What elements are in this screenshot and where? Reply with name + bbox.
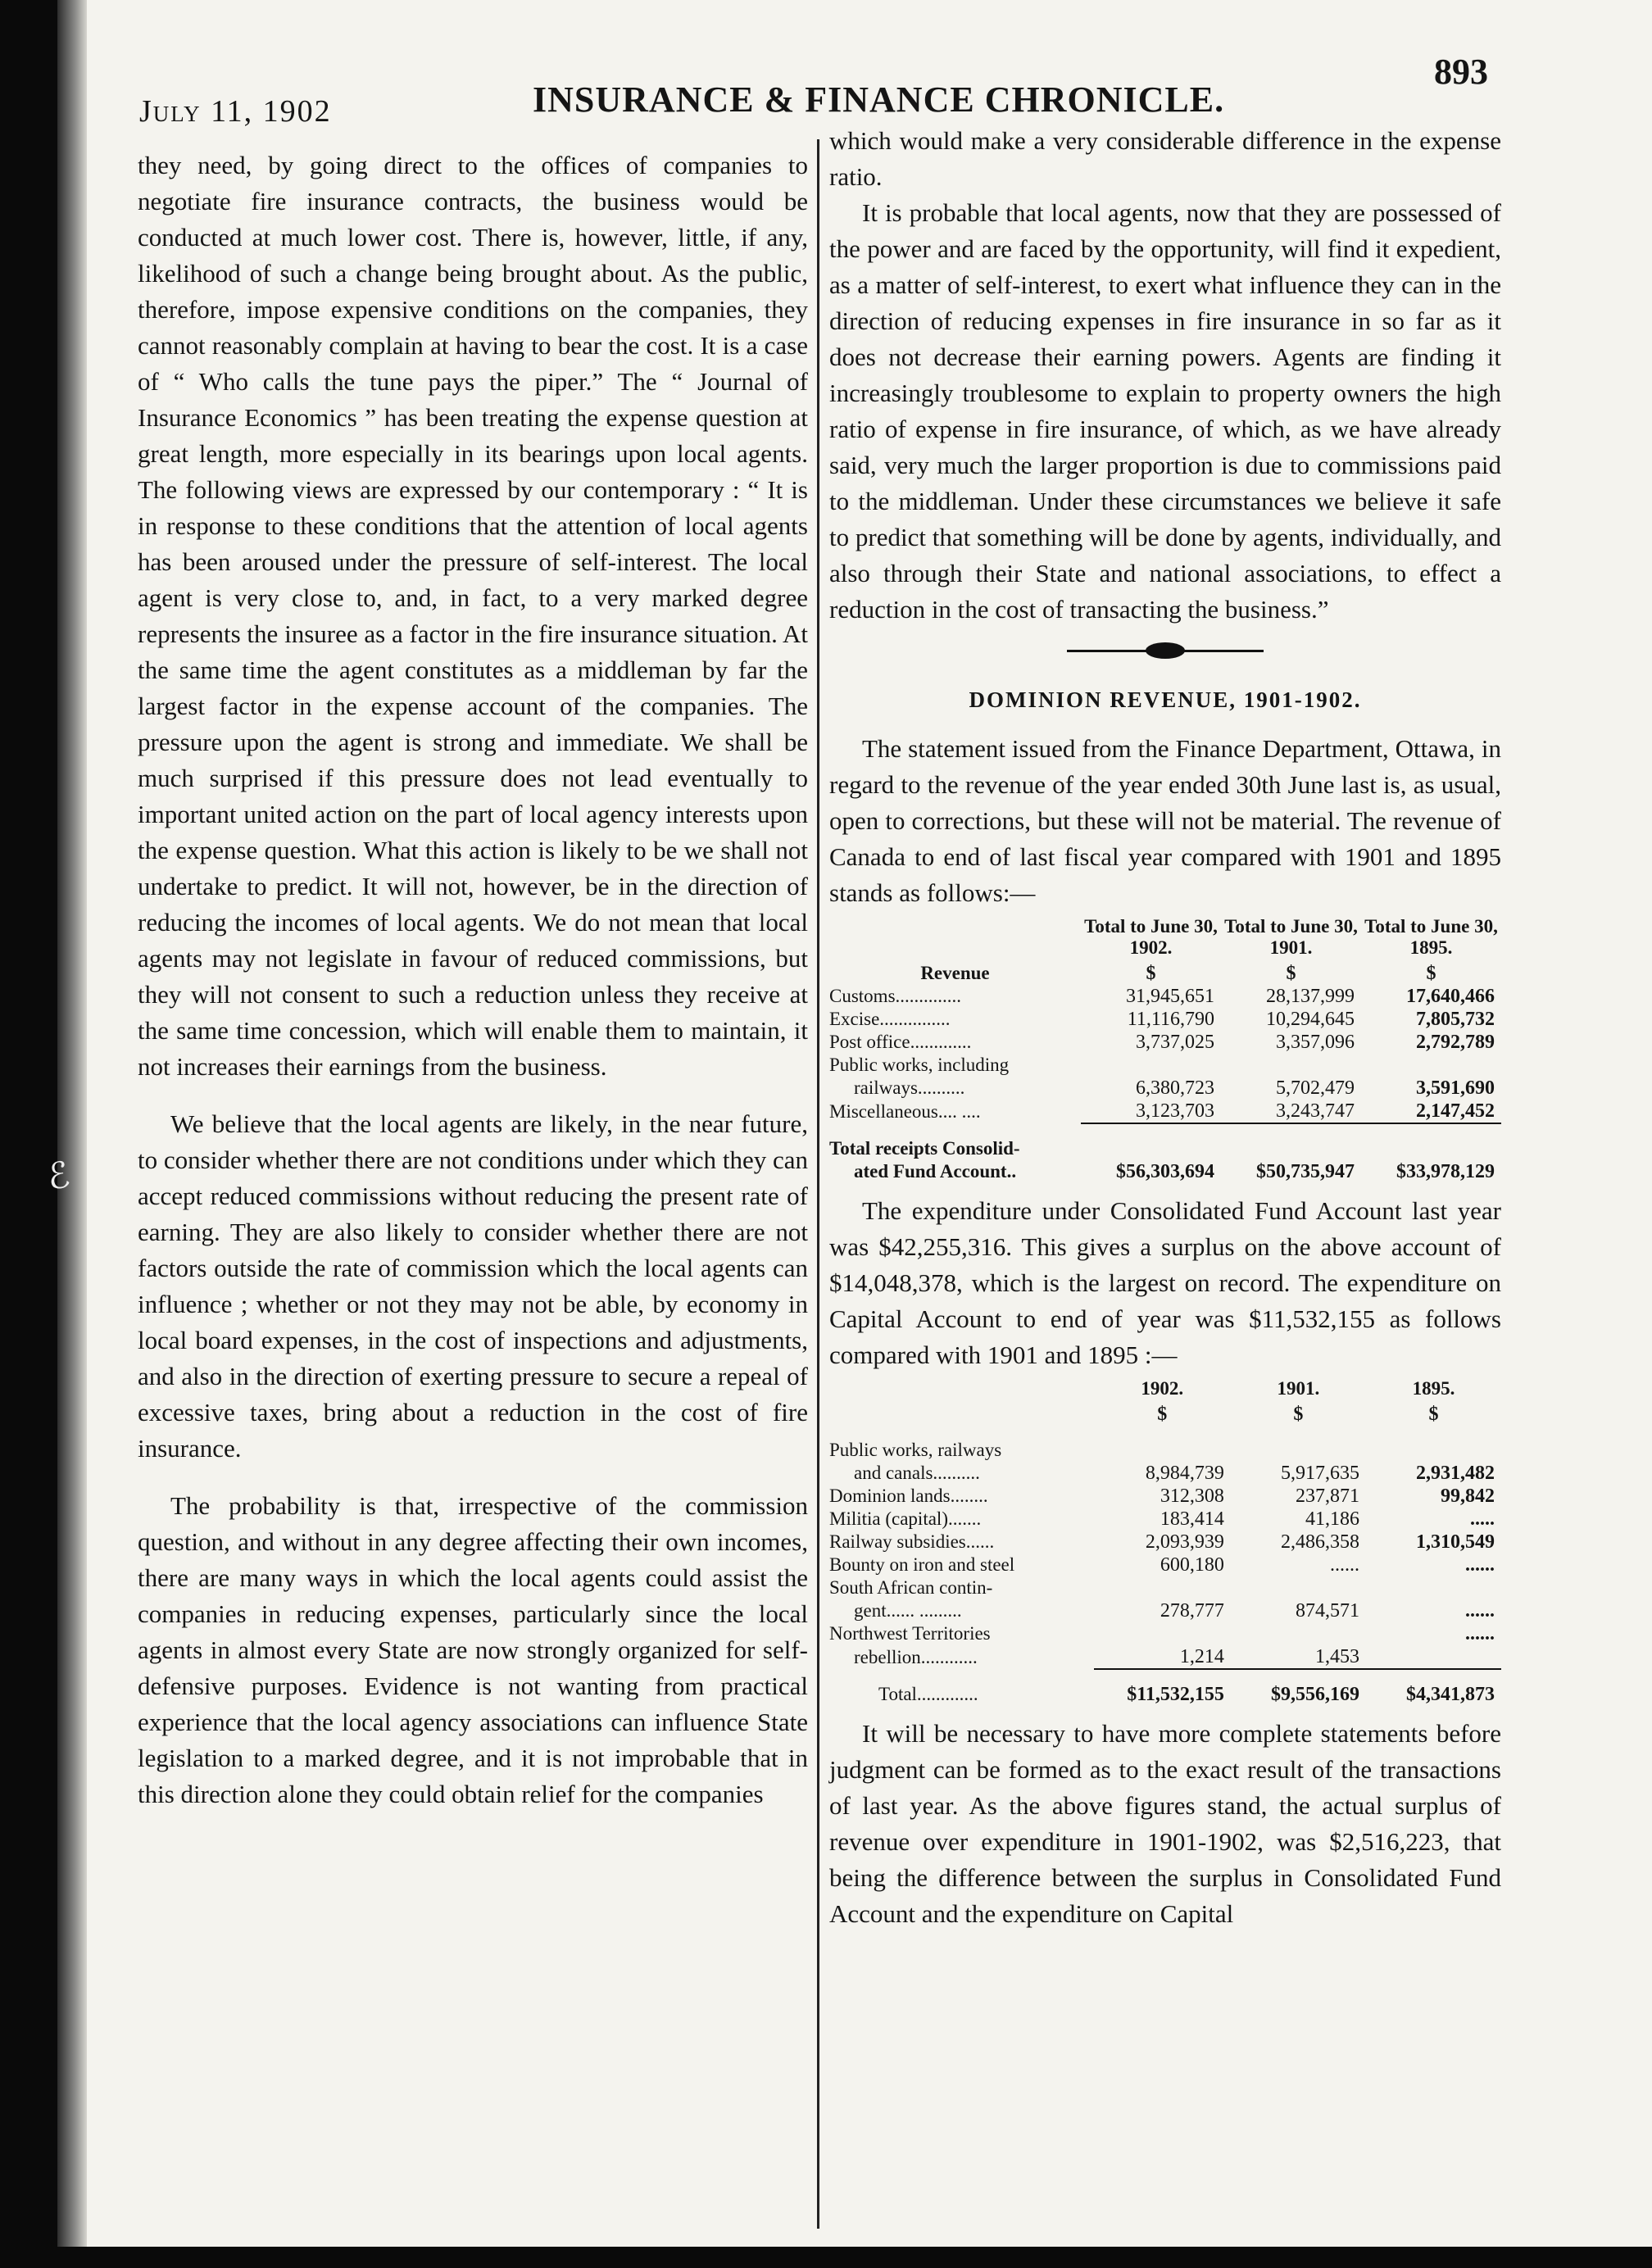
cell-value: 10,294,645 <box>1265 1009 1355 1030</box>
table-row <box>829 1439 1501 1462</box>
left-column <box>138 147 808 1812</box>
row-label: Miscellaneous.... .... <box>829 1101 981 1122</box>
cell-value: 11,116,790 <box>1127 1009 1214 1030</box>
revenue-currency-row <box>829 962 1501 985</box>
row-label: Militia (capital)....... <box>829 1508 982 1529</box>
cell-value: ...... <box>1465 1600 1495 1622</box>
row-label: gent...... ......... <box>854 1600 962 1621</box>
row-label: Public works, railways <box>829 1440 1002 1460</box>
cell-value <box>1366 1645 1501 1669</box>
cell-value: 7,805,732 <box>1416 1009 1495 1030</box>
scan-binding-shadow <box>57 0 87 2268</box>
currency-sign: $ <box>1428 1404 1439 1425</box>
row-label: Customs.............. <box>829 986 962 1006</box>
issue-date: July 11, 1902 <box>139 94 332 129</box>
currency-sign: $ <box>1293 1404 1304 1425</box>
cell-value: 2,931,482 <box>1416 1463 1495 1484</box>
total-label-line2: ated Fund Account.. <box>854 1161 1017 1182</box>
section-heading: DOMINION REVENUE, 1901-1902. <box>969 687 1362 712</box>
page-number: 893 <box>1434 52 1488 92</box>
closing-paragraph: It will be necessary to have more complete statements before judgment can be formed as to the exact result of the transactions of last year. As the above figures stand, the actual surplus of revenue over expenditure in 1901-1902, was $2,516,223, that being the difference between the surplus in Consolidated Fund Account and the expenditure on Capital <box>829 1719 1501 1928</box>
empty-cell <box>1081 1137 1221 1160</box>
cell-value: 237,871 <box>1295 1486 1359 1507</box>
table-row <box>829 1531 1501 1554</box>
revenue-table-wrap <box>829 916 1501 1183</box>
table-row <box>829 1485 1501 1508</box>
left-paragraph-2: We believe that the local agents are likely, in the near future, to consider whether there are not conditions under which they can accept reduced commissions without reducing the present rate of earning. They are also likely to consider whether there are not factors outside the rate of commission which the local agents can influence ; whether or not they may not be able, by economy in local board expenses, in the cost of inspections and adjustments, and also in the direction of exerting pressure to secure a repeal of excessive taxes, bring about a reduction in the cost of fire insurance. <box>138 1109 808 1463</box>
scan-dark-edge <box>0 0 57 2268</box>
total-label: Total............. <box>878 1684 978 1704</box>
cell-value <box>1081 1054 1221 1077</box>
page-header <box>139 49 1508 129</box>
left-paragraph-1: they need, by going direct to the offices of companies to negotiate fire insurance contracts, the business would be conducted at much lower cost. There is, however, little, if any, likelihood of such a change being brought about. As the public, therefore, impose expensive conditions on the companies, they cannot reasonably complain at having to bear the cost. It is a case of “ Who calls the tune pays the piper.” The “ Journal of Insurance Economics ” has been treating the expense question at great length, more especially in its bearings upon local agents. The following views are expressed by our contemporary : “ It is in response to these conditions that the attention of local agents has been aroused under the pressure of self-interest. The local agent is very close to, and, in fact, to a very marked degree represents the insuree as a factor in the fire insurance situation. At the same time the agent constitutes as a middleman by far the largest factor in the expense account of the companies. The pressure upon the agent is strong and immediate. We shall be much surprised if this pressure does not lead eventually to important united action on the part of local agency interests upon the expense question. What this action is likely to be we shall not undertake to predict. It will not, however, be in the direction of reducing the incomes of local agents. We do not mean that local agents may not legislate in favour of reduced commissions, but they will not consent to such a reduction unless they receive at the same time concession, which will enable them to maintain, it not increases their earnings from the business. <box>138 151 808 1081</box>
ornament-center <box>1146 642 1185 659</box>
cell-value: 2,486,358 <box>1280 1531 1359 1553</box>
cell-value: 1,453 <box>1314 1646 1359 1667</box>
total-value: $9,556,169 <box>1270 1684 1359 1705</box>
right-paragraph-1: which would make a very considerable difference in the expense ratio. <box>829 126 1501 191</box>
table-row <box>829 1462 1501 1485</box>
cell-value: 1,214 <box>1179 1646 1224 1667</box>
cell-value: 183,414 <box>1160 1508 1224 1530</box>
row-label: Dominion lands........ <box>829 1486 988 1506</box>
cell-value <box>1366 1576 1501 1599</box>
publication-title: INSURANCE & FINANCE CHRONICLE. <box>533 79 1225 120</box>
spacer-cell <box>829 1124 1501 1137</box>
cell-value <box>1094 1622 1231 1645</box>
revenue-intro-paragraph: The statement issued from the Finance Department, Ottawa, in regard to the revenue of the year ended 30th June last is, as usual, open to corrections, but these will not be material. The revenue of Canada to end of last fiscal year compared with 1901 and 1895 stands as follows:— <box>829 734 1501 907</box>
currency-sign: $ <box>1426 963 1436 984</box>
right-paragraph-2: It is probable that local agents, now that they are possessed of the power and are faced by the opportunity, will find it expedient, as a matter of self-interest, to exert what influence they can in the direction of reducing expenses in fire insurance in so far as it does not decrease their earning powers. Agents are finding it increasingly troublesome to explain to property owners the high ratio of expense in fire insurance, of which, as we have already said, very much the larger proportion is due to commissions paid to the middleman. Under these circumstances we believe it safe to predict that something will be done by agents, individually, and also through their State and national associations, to effect a reduction in the cost of transacting the business.” <box>829 198 1501 624</box>
currency-sign: $ <box>1146 963 1156 984</box>
currency-sign: $ <box>1286 963 1296 984</box>
cell-value: ...... <box>1465 1623 1495 1644</box>
cell-value <box>1231 1439 1366 1462</box>
currency-sign: $ <box>1157 1404 1168 1425</box>
total-value: $56,303,694 <box>1115 1161 1214 1182</box>
table-row <box>829 1576 1501 1599</box>
cell-value: 3,737,025 <box>1135 1032 1214 1053</box>
empty-cell <box>1221 1137 1361 1160</box>
total-value: $50,735,947 <box>1255 1161 1355 1182</box>
table-row <box>829 1508 1501 1531</box>
row-label: Bounty on iron and steel <box>829 1554 1015 1575</box>
revenue-col-header-1895: Total to June 30, 1895. <box>1364 916 1498 958</box>
table-row <box>829 1008 1501 1031</box>
cell-value <box>1094 1439 1231 1462</box>
right-column <box>829 123 1501 1932</box>
row-label: Northwest Territories <box>829 1623 991 1644</box>
cell-value: 99,842 <box>1441 1486 1495 1507</box>
total-value: $4,341,873 <box>1406 1684 1495 1705</box>
cell-value: 5,917,635 <box>1280 1463 1359 1484</box>
cell-value: 2,147,452 <box>1416 1100 1495 1122</box>
cell-value: 6,380,723 <box>1135 1077 1214 1099</box>
row-label: Excise............... <box>829 1009 951 1029</box>
row-label: South African contin- <box>829 1577 993 1598</box>
table-row <box>829 1645 1501 1669</box>
left-paragraph-3: The probability is that, irrespective of the commission question, and without in any degree affecting their own incomes, there are many ways in which the local agents could assist the companies in reducing expenses, particularly since the local agents in almost every State are now strongly organized for self-defensive purposes. Evidence is not wanting from practical experience that the local agency associations can influence State legislation to a marked degree, and it is not improbable that in this direction alone they could obtain relief for the companies <box>138 1491 808 1808</box>
capital-col-header-1902: 1902. <box>1141 1378 1184 1399</box>
capital-label-header <box>829 1378 1094 1403</box>
scan-bottom-edge <box>0 2247 1652 2268</box>
row-label: and canals.......... <box>854 1463 980 1483</box>
total-row <box>829 1160 1501 1183</box>
cell-value <box>1361 1054 1501 1077</box>
cell-value <box>1231 1576 1366 1599</box>
revenue-col-header-1902: Total to June 30, 1902. <box>1084 916 1218 958</box>
revenue-row-label-header: Revenue <box>920 963 990 983</box>
table-row <box>829 1054 1501 1077</box>
cell-value: ...... <box>1329 1554 1359 1576</box>
capital-table-wrap <box>829 1378 1501 1706</box>
cell-value: 1,310,549 <box>1416 1531 1495 1553</box>
table-row <box>829 985 1501 1008</box>
capital-currency-row <box>829 1403 1501 1426</box>
cell-value: 3,123,703 <box>1135 1100 1214 1122</box>
cell-value: 312,308 <box>1160 1486 1224 1507</box>
column-divider <box>817 139 819 2229</box>
row-label: Railway subsidies...... <box>829 1531 995 1552</box>
section-divider-ornament <box>1067 641 1264 660</box>
cell-value: ...... <box>1465 1554 1495 1576</box>
capital-table-header-row <box>829 1378 1501 1403</box>
cell-value <box>1094 1576 1231 1599</box>
margin-handwritten-mark: ℰ <box>43 1154 73 1198</box>
cell-value: 2,792,789 <box>1416 1032 1495 1053</box>
cell-value: 17,640,466 <box>1406 986 1495 1007</box>
total-value: $33,978,129 <box>1396 1161 1495 1182</box>
total-value: $11,532,155 <box>1127 1684 1224 1705</box>
revenue-table <box>829 916 1501 1183</box>
revenue-label-header <box>829 916 1081 962</box>
cell-value: 31,945,651 <box>1125 986 1214 1007</box>
expenditure-paragraph: The expenditure under Consolidated Fund Account last year was $42,255,316. This gives a surplus on the above account of $14,048,378, which is the largest on record. The expenditure on Capital Account to end of year was $11,532,155 as follows compared with 1901 and 1895 :— <box>829 1196 1501 1369</box>
cell-value: 3,243,747 <box>1275 1100 1355 1122</box>
row-label: Public works, including <box>829 1055 1010 1075</box>
cell-value: 2,093,939 <box>1145 1531 1224 1553</box>
table-row <box>829 1100 1501 1123</box>
total-label-row <box>829 1137 1501 1160</box>
row-label: Post office............. <box>829 1032 972 1052</box>
cell-value: 3,591,690 <box>1416 1077 1495 1099</box>
capital-table <box>829 1378 1501 1706</box>
table-row <box>829 1031 1501 1054</box>
empty-cell <box>829 1403 1094 1426</box>
cell-value: ..... <box>1470 1508 1495 1530</box>
cell-value: 8,984,739 <box>1145 1463 1224 1484</box>
capital-col-header-1901: 1901. <box>1277 1378 1320 1399</box>
table-row <box>829 1599 1501 1622</box>
cell-value: 5,702,479 <box>1275 1077 1355 1099</box>
revenue-table-header-row <box>829 916 1501 962</box>
capital-col-header-1895: 1895. <box>1412 1378 1455 1399</box>
cell-value: 41,186 <box>1305 1508 1359 1530</box>
table-row <box>829 1554 1501 1576</box>
cell-value: 278,777 <box>1160 1600 1224 1622</box>
empty-cell <box>1361 1137 1501 1160</box>
row-label: rebellion............ <box>854 1647 978 1667</box>
table-spacer-row <box>829 1124 1501 1137</box>
cell-value <box>1221 1054 1361 1077</box>
cell-value: 874,571 <box>1295 1600 1359 1622</box>
cell-value: 3,357,096 <box>1275 1032 1355 1053</box>
cell-value: 28,137,999 <box>1265 986 1355 1007</box>
row-label: railways.......... <box>854 1077 965 1098</box>
revenue-col-header-1901: Total to June 30, 1901. <box>1224 916 1358 958</box>
total-row <box>829 1670 1501 1706</box>
total-label-line1: Total receipts Consolid- <box>829 1138 1020 1159</box>
table-spacer-row <box>829 1426 1501 1439</box>
table-row <box>829 1622 1501 1645</box>
spacer-cell <box>829 1426 1501 1439</box>
cell-value <box>1366 1439 1501 1462</box>
cell-value <box>1231 1622 1366 1645</box>
cell-value: 600,180 <box>1160 1554 1224 1576</box>
table-row <box>829 1077 1501 1100</box>
